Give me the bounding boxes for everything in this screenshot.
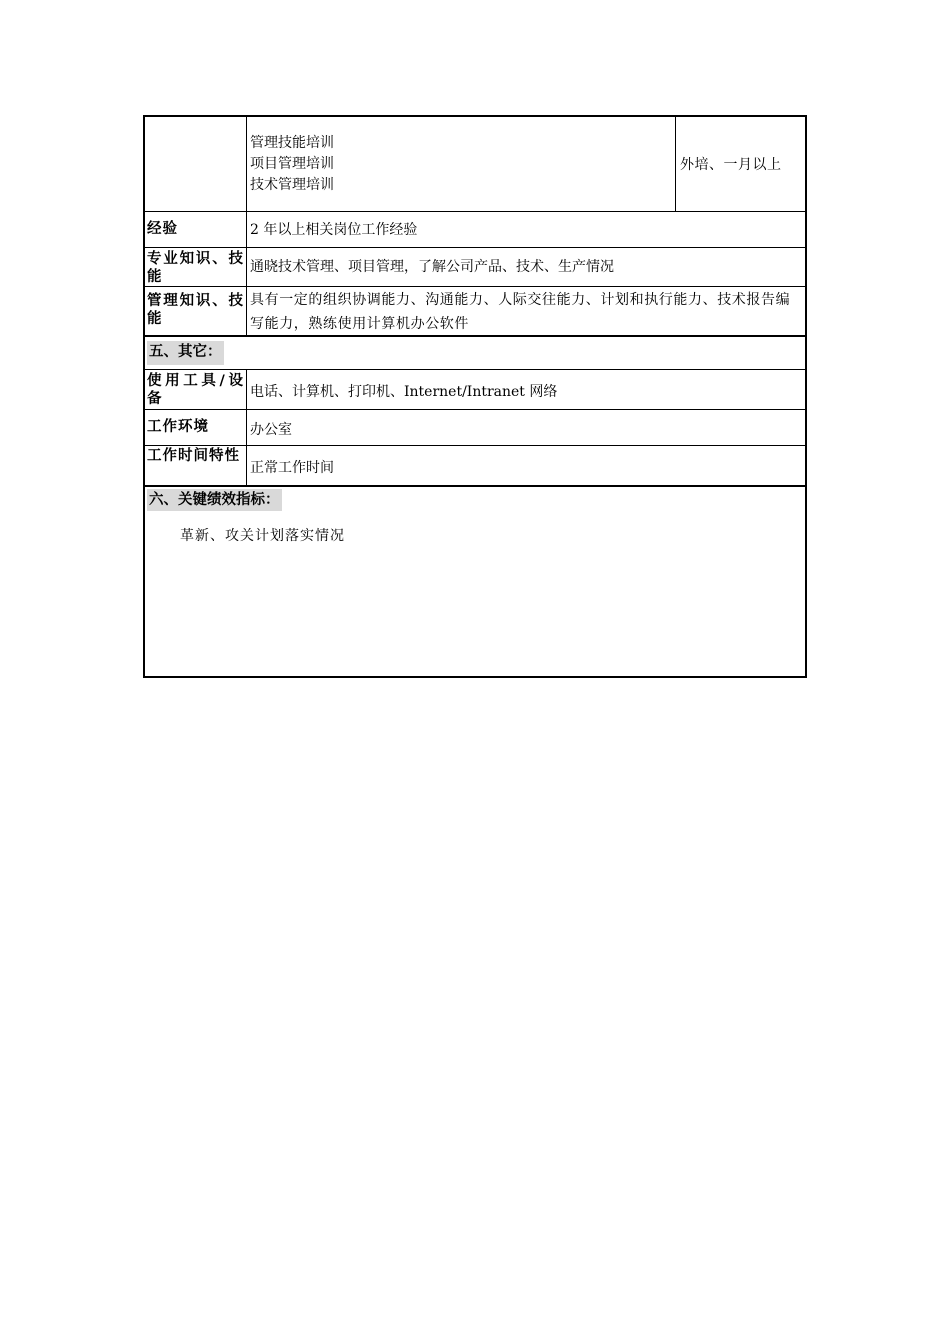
section-5-header bbox=[145, 335, 805, 369]
work-environment-value: 办公室 bbox=[250, 421, 292, 438]
training-items bbox=[247, 117, 676, 211]
work-hours-row bbox=[145, 445, 805, 485]
professional-skills-label: 专业知识、技能 bbox=[145, 248, 247, 286]
tools-label: 使用工具/设备 bbox=[145, 370, 247, 409]
professional-skills-value: 通晓技术管理、项目管理，了解公司产品、技术、生产情况 bbox=[250, 259, 614, 275]
tools-row bbox=[145, 369, 805, 409]
experience-value: 2 年以上相关岗位工作经验 bbox=[250, 221, 418, 238]
kpi-content: 革新、攻关计划落实情况 bbox=[180, 528, 345, 544]
training-item: 项目管理培训 bbox=[250, 156, 334, 172]
work-environment-label: 工作环境 bbox=[145, 410, 247, 445]
job-description-table bbox=[143, 115, 807, 678]
experience-row bbox=[145, 211, 805, 247]
section-6-title: 六、关键绩效指标： bbox=[147, 489, 282, 511]
professional-skills-row bbox=[145, 247, 805, 286]
section-6-kpi bbox=[145, 485, 805, 676]
training-row bbox=[145, 117, 805, 211]
training-item: 技术管理培训 bbox=[250, 177, 334, 193]
tools-value: 电话、计算机、打印机、Internet/Intranet 网络 bbox=[250, 383, 558, 400]
work-environment-row bbox=[145, 409, 805, 445]
management-skills-label: 管理知识、技能 bbox=[145, 287, 247, 335]
work-hours-label: 工作时间特性 bbox=[145, 446, 247, 485]
training-label-cell bbox=[145, 117, 247, 211]
section-5-title: 五、其它： bbox=[147, 341, 224, 365]
management-skills-value: 具有一定的组织协调能力、沟通能力、人际交往能力、计划和执行能力、技术报告编写能力，熟练使用计算机办公软件 bbox=[250, 292, 791, 332]
work-hours-value: 正常工作时间 bbox=[250, 459, 334, 476]
training-item: 管理技能培训 bbox=[250, 135, 334, 151]
management-skills-row bbox=[145, 286, 805, 335]
experience-label: 经验 bbox=[145, 212, 247, 247]
training-method: 外培、一月以上 bbox=[680, 157, 782, 173]
